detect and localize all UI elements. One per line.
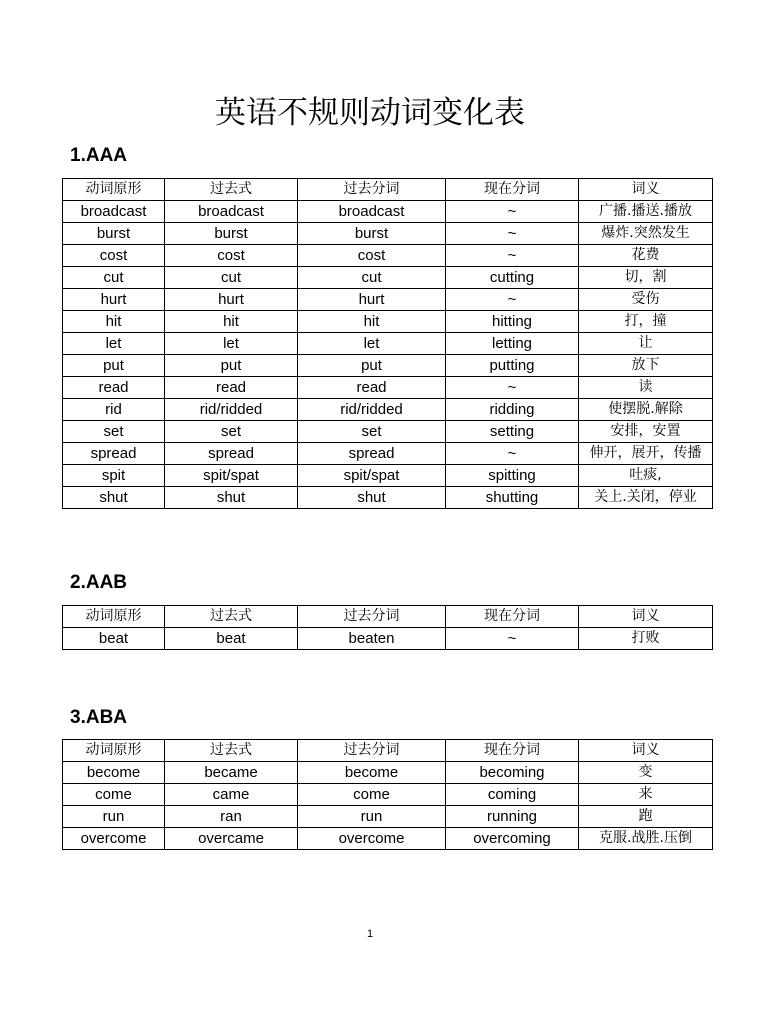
column-header-past-tense: 过去式 [165,606,298,628]
cell-past-participle: burst [298,223,446,245]
cell-present-participle: running [446,806,579,828]
cell-past-tense: broadcast [165,201,298,223]
table-row [63,377,713,399]
column-header-meaning: 词义 [579,606,713,628]
cell-base-form: hit [63,311,165,333]
column-header-base-form: 动词原形 [63,740,165,762]
column-header-past-participle: 过去分词 [298,179,446,201]
table-header-row [63,740,713,762]
column-header-meaning: 词义 [579,740,713,762]
cell-present-participle: putting [446,355,579,377]
cell-meaning: 花费 [579,245,713,267]
cell-past-participle: set [298,421,446,443]
cell-base-form: set [63,421,165,443]
cell-meaning: 广播.播送.播放 [579,201,713,223]
cell-base-form: hurt [63,289,165,311]
table-row [63,762,713,784]
cell-base-form: broadcast [63,201,165,223]
cell-past-tense: beat [165,628,298,650]
verb-table-aab [62,605,713,650]
cell-base-form: put [63,355,165,377]
column-header-past-tense: 过去式 [165,179,298,201]
cell-past-tense: cut [165,267,298,289]
cell-present-participle: ridding [446,399,579,421]
cell-past-participle: spread [298,443,446,465]
table-row [63,828,713,850]
table-row [63,443,713,465]
table-row [63,628,713,650]
cell-base-form: burst [63,223,165,245]
cell-past-tense: burst [165,223,298,245]
cell-meaning: 受伤 [579,289,713,311]
cell-meaning: 打败 [579,628,713,650]
cell-past-participle: run [298,806,446,828]
column-header-present-participle: 现在分词 [446,179,579,201]
cell-base-form: spit [63,465,165,487]
cell-past-tense: shut [165,487,298,509]
cell-base-form: run [63,806,165,828]
cell-past-tense: ran [165,806,298,828]
cell-past-participle: rid/ridded [298,399,446,421]
cell-present-participle: cutting [446,267,579,289]
cell-meaning: 来 [579,784,713,806]
table-row [63,201,713,223]
cell-present-participle: shutting [446,487,579,509]
cell-meaning: 克服.战胜.压倒 [579,828,713,850]
table-row [63,267,713,289]
cell-past-tense: rid/ridded [165,399,298,421]
cell-past-participle: read [298,377,446,399]
cell-past-tense: came [165,784,298,806]
cell-present-participle: ~ [446,223,579,245]
column-header-present-participle: 现在分词 [446,740,579,762]
cell-past-participle: become [298,762,446,784]
cell-meaning: 伸开，展开，传播 [579,443,713,465]
cell-base-form: read [63,377,165,399]
cell-meaning: 打，撞 [579,311,713,333]
cell-past-tense: hurt [165,289,298,311]
cell-past-participle: hit [298,311,446,333]
cell-meaning: 读 [579,377,713,399]
cell-base-form: cut [63,267,165,289]
cell-present-participle: letting [446,333,579,355]
cell-present-participle: becoming [446,762,579,784]
section-heading-aab: 2.AAB [70,572,128,593]
cell-meaning: 爆炸.突然发生 [579,223,713,245]
cell-present-participle: ~ [446,443,579,465]
cell-present-participle: setting [446,421,579,443]
cell-present-participle: ~ [446,628,579,650]
cell-past-participle: shut [298,487,446,509]
cell-meaning: 让 [579,333,713,355]
cell-present-participle: hitting [446,311,579,333]
column-header-base-form: 动词原形 [63,606,165,628]
cell-meaning: 关上.关闭，停业 [579,487,713,509]
table-row [63,245,713,267]
table-row [63,806,713,828]
verb-table-aba [62,739,713,850]
table-row [63,399,713,421]
cell-base-form: cost [63,245,165,267]
table-row [63,421,713,443]
table-row [63,355,713,377]
cell-past-tense: became [165,762,298,784]
table-header-row [63,606,713,628]
cell-past-participle: cut [298,267,446,289]
cell-past-tense: set [165,421,298,443]
cell-past-participle: beaten [298,628,446,650]
cell-past-participle: spit/spat [298,465,446,487]
cell-past-participle: cost [298,245,446,267]
cell-meaning: 放下 [579,355,713,377]
table-row [63,311,713,333]
table-row [63,289,713,311]
page-title: 英语不规则动词变化表 [215,95,525,131]
column-header-base-form: 动词原形 [63,179,165,201]
cell-meaning: 变 [579,762,713,784]
table-header-row [63,179,713,201]
cell-past-tense: cost [165,245,298,267]
cell-present-participle: spitting [446,465,579,487]
cell-past-tense: let [165,333,298,355]
cell-meaning: 安排，安置 [579,421,713,443]
cell-past-tense: overcame [165,828,298,850]
cell-past-participle: let [298,333,446,355]
table-row [63,487,713,509]
cell-past-tense: read [165,377,298,399]
column-header-past-tense: 过去式 [165,740,298,762]
verb-table-aaa [62,178,713,509]
table-row [63,784,713,806]
cell-present-participle: ~ [446,377,579,399]
section-heading-aba: 3.ABA [70,707,128,728]
cell-past-participle: overcome [298,828,446,850]
column-header-past-participle: 过去分词 [298,606,446,628]
cell-base-form: come [63,784,165,806]
cell-base-form: become [63,762,165,784]
table-row [63,465,713,487]
cell-base-form: overcome [63,828,165,850]
cell-present-participle: coming [446,784,579,806]
cell-meaning: 切，割 [579,267,713,289]
cell-past-tense: hit [165,311,298,333]
column-header-meaning: 词义 [579,179,713,201]
cell-present-participle: ~ [446,289,579,311]
column-header-past-participle: 过去分词 [298,740,446,762]
cell-past-tense: spread [165,443,298,465]
column-header-present-participle: 现在分词 [446,606,579,628]
cell-base-form: let [63,333,165,355]
cell-meaning: 跑 [579,806,713,828]
cell-present-participle: ~ [446,245,579,267]
cell-past-tense: spit/spat [165,465,298,487]
cell-base-form: rid [63,399,165,421]
cell-present-participle: overcoming [446,828,579,850]
cell-past-participle: come [298,784,446,806]
cell-base-form: beat [63,628,165,650]
cell-meaning: 吐痰, [579,465,713,487]
cell-past-participle: broadcast [298,201,446,223]
page-number: 1 [366,928,374,940]
table-row [63,333,713,355]
cell-past-participle: put [298,355,446,377]
cell-base-form: spread [63,443,165,465]
cell-past-tense: put [165,355,298,377]
cell-base-form: shut [63,487,165,509]
cell-present-participle: ~ [446,201,579,223]
section-heading-aaa: 1.AAA [70,145,128,166]
cell-past-participle: hurt [298,289,446,311]
cell-meaning: 使摆脱.解除 [579,399,713,421]
table-row [63,223,713,245]
